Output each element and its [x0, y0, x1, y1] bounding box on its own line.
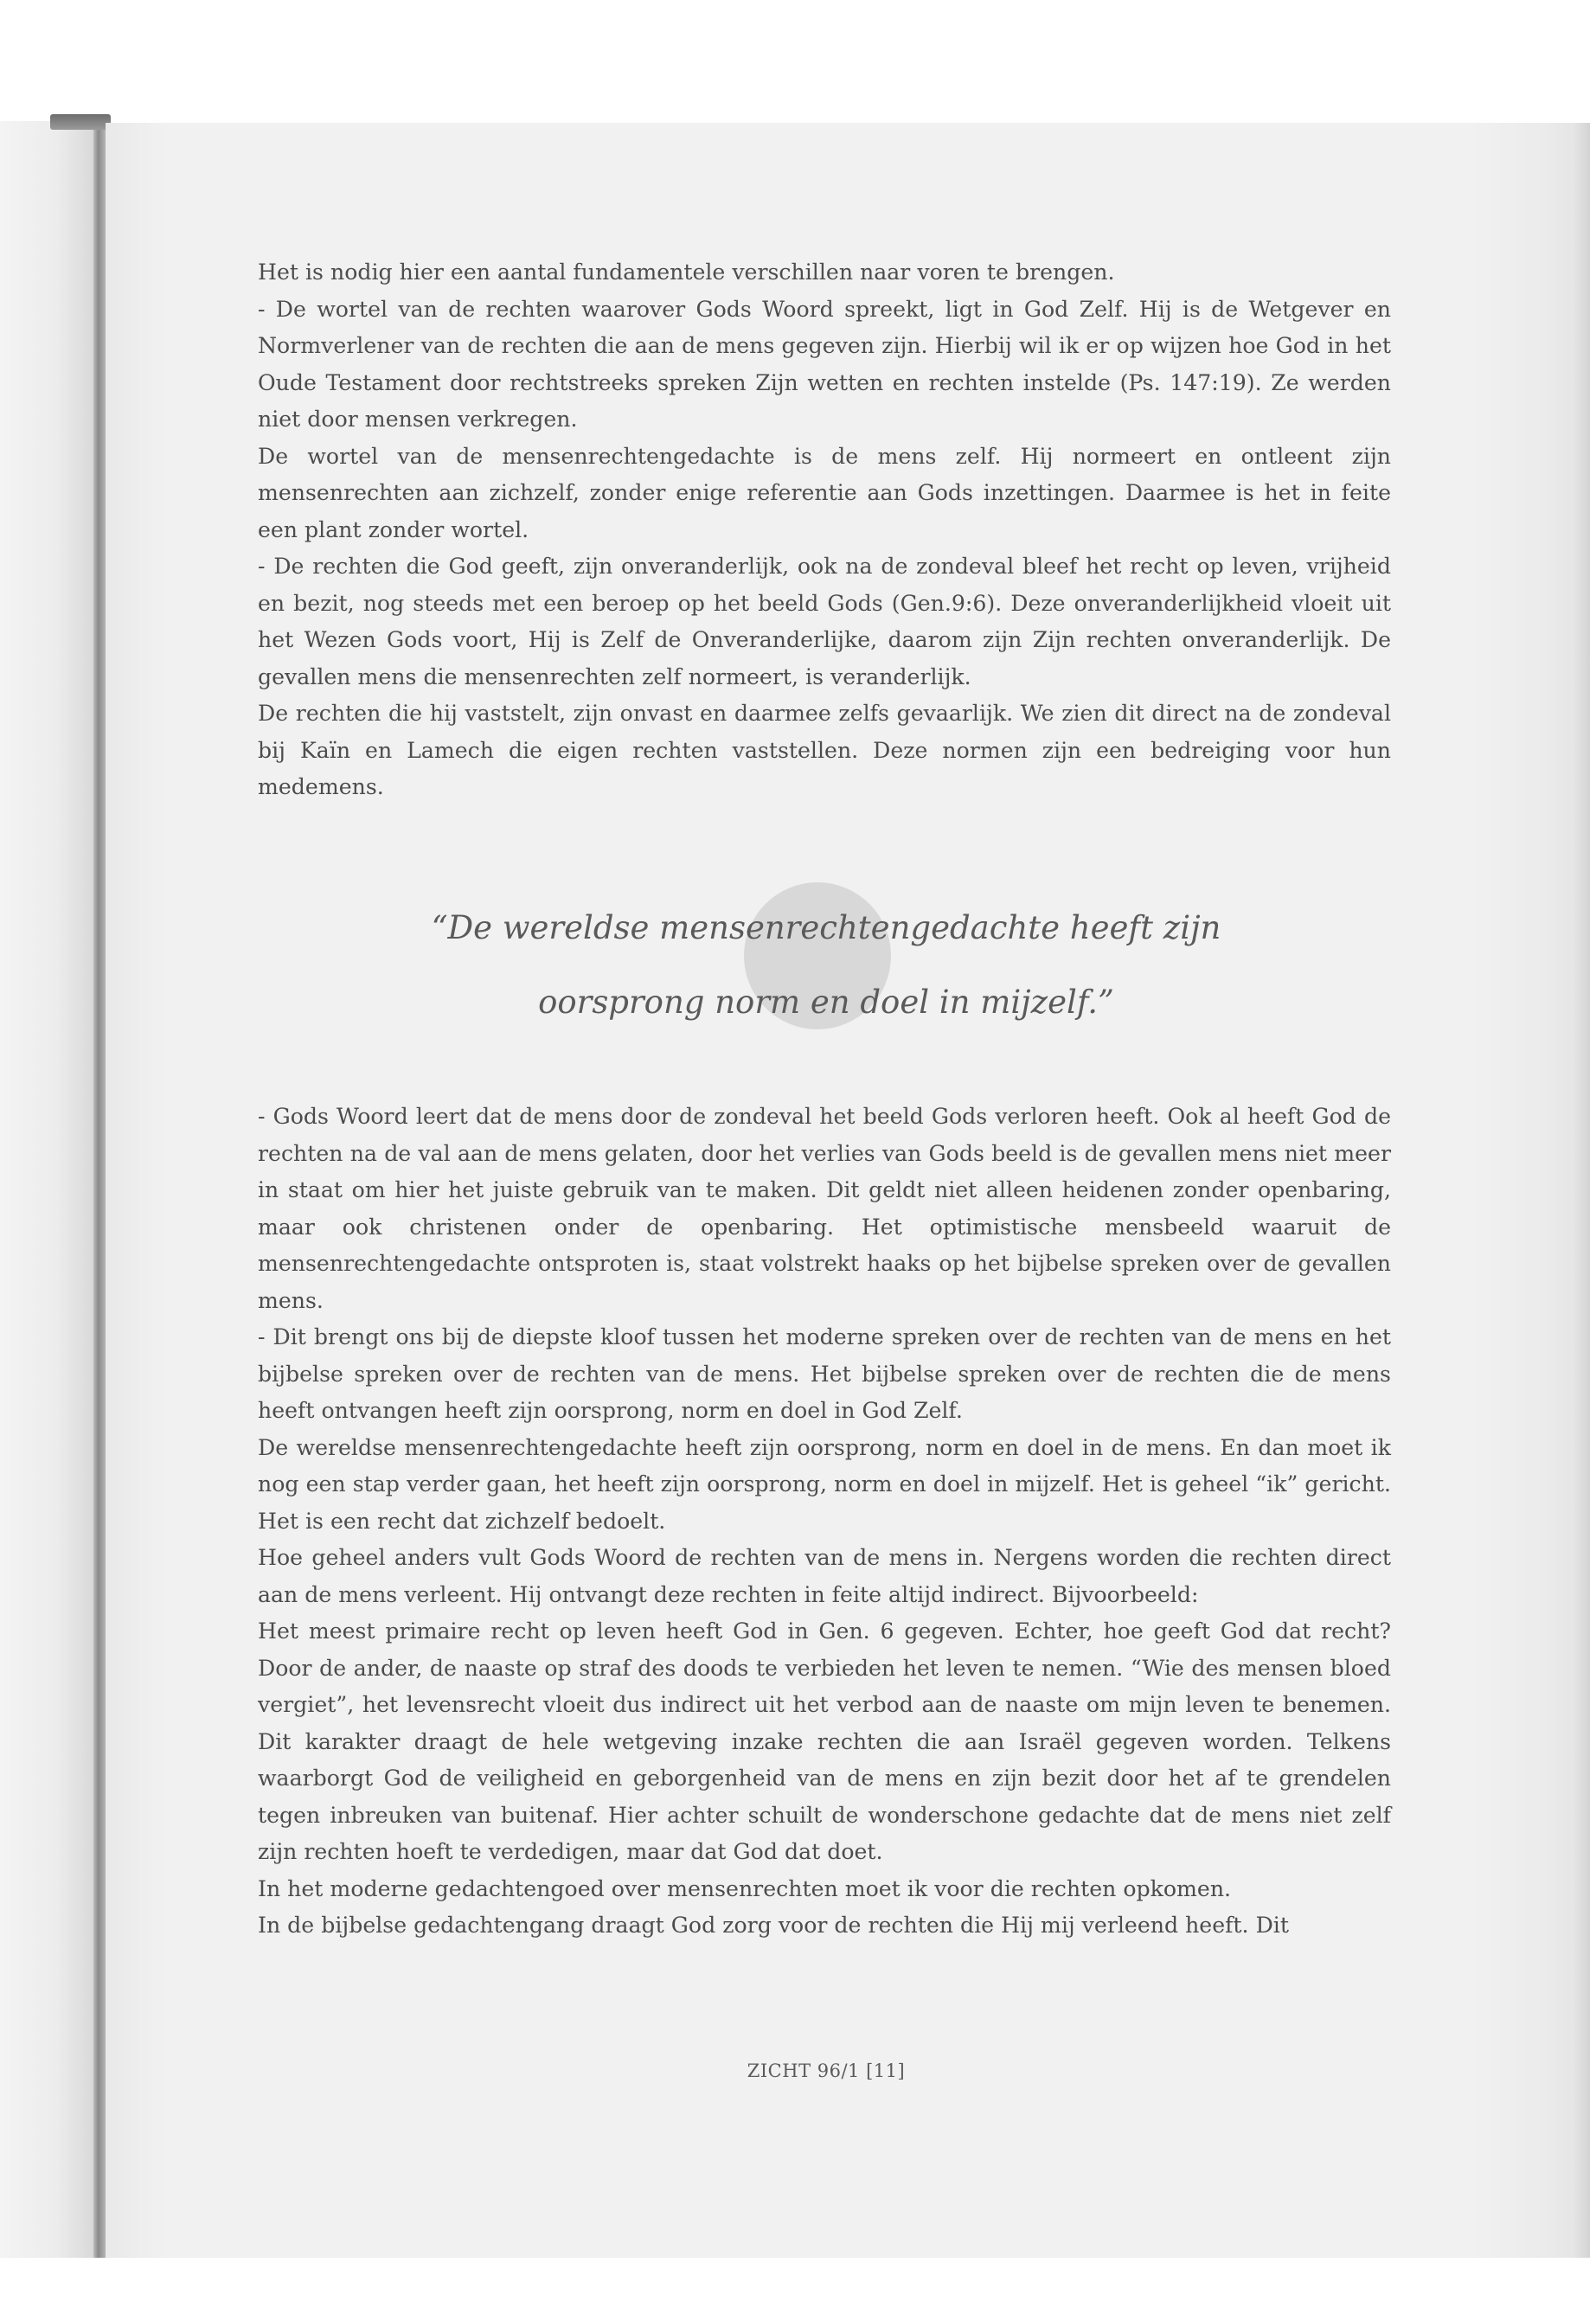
pull-quote-line: “De wereldse mensenrechtengedachte heeft zijn [431, 909, 1221, 946]
paragraph: De rechten die hij vaststelt, zijn onvast en daarmee zelfs gevaarlijk. We zien dit direct na de zondeval bij Kaïn en Lamech die eigen rechten vaststellen. Deze normen zijn een bedreiging voor hun medemens. [258, 701, 1391, 799]
book-spine [0, 121, 104, 2258]
paragraph: In het moderne gedachtengoed over mensenrechten moet ik voor die rechten opkomen. [258, 1875, 1232, 1901]
paragraph: De wortel van de mensenrechtengedachte is de mens zelf. Hij normeert en ontleent zijn mensenrechten aan zichzelf, zonder enige referentie aan Gods inzettingen. Daarmee is het in feite een plant zonder wortel. [258, 443, 1391, 542]
spine-clip [50, 114, 111, 130]
pull-quote-line: oorsprong norm en doel in mijzelf.” [538, 984, 1114, 1021]
paragraph: - De wortel van de rechten waarover Gods Woord spreekt, ligt in God Zelf. Hij is de Wetgever en Normverlener van de rechten die aan de mens gegeven zijn. Hierbij wil ik er op wijzen hoe God in het Oude Testament door rechtstreeks spreken Zijn wetten en rechten instelde (Ps. 147:19). Ze werden niet door mensen verkregen. [258, 296, 1391, 432]
paragraph: - Dit brengt ons bij de diepste kloof tussen het moderne spreken over de rechten van de mens en het bijbelse spreken over de rechten van de mens. Het bijbelse spreken over de rechten die de mens heeft ontvangen heeft zijn oorsprong, norm en doel in God Zelf. [258, 1324, 1391, 1423]
paragraph: Het is nodig hier een aantal fundamentele verschillen naar voren te brengen. [258, 260, 1115, 285]
spine-binding-edge [93, 121, 106, 2258]
page-edge [1573, 123, 1590, 2258]
paragraph: Hoe geheel anders vult Gods Woord de rechten van de mens in. Nergens worden die rechten direct aan de mens verleent. Hij ontvangt deze rechten in feite altijd indirect. Bijvoorbeeld: [258, 1545, 1391, 1607]
paragraph: De wereldse mensenrechtengedachte heeft zijn oorsprong, norm en doel in de mens. En dan moet ik nog een stap verder gaan, het heeft zijn oorsprong, norm en doel in mijzelf. Het is geheel “ik” gericht. Het is een recht dat zichzelf bedoelt. [258, 1434, 1391, 1534]
page-footer: ZICHT 96/1 [11] [747, 2061, 906, 2081]
paragraph: In de bijbelse gedachtengang draagt God zorg voor de rechten die Hij mij verleend heeft. Dit [258, 1913, 1289, 1938]
paragraph: - De rechten die God geeft, zijn onveranderlijk, ook na de zondeval bleef het recht op leven, vrijheid en bezit, nog steeds met een beroep op het beeld Gods (Gen.9:6). Deze onveranderlijkheid vloeit uit het Wezen Gods voort, Hij is Zelf de Onveranderlijke, daarom zijn Zijn rechten onveranderlijk. De gevallen mens die mensenrechten zelf normeert, is veranderlijk. [258, 554, 1391, 689]
body-text-top [258, 254, 1391, 806]
pull-quote [260, 891, 1393, 1040]
paragraph: Het meest primaire recht op leven heeft God in Gen. 6 gegeven. Echter, hoe geeft God dat recht? Door de ander, de naaste op straf des doods te verbieden het leven te nemen. “Wie des mensen bloed vergiet”, het levensrecht vloeit dus indirect uit het verbod aan de naaste om mijn leven te benemen. Dit karakter draagt de hele wetgeving inzake rechten die aan Israël gegeven worden. Telkens waarborgt God de veiligheid en geborgenheid van de mens en zijn bezit door het af te grendelen tegen inbreuken van buitenaf. Hier achter schuilt de wonderschone gedachte dat de mens niet zelf zijn rechten hoeft te verdedigen, maar dat God dat doet. [258, 1618, 1391, 1864]
paragraph: - Gods Woord leert dat de mens door de zondeval het beeld Gods verloren heeft. Ook al heeft God de rechten na de val aan de mens gelaten, door het verlies van Gods beeld is de gevallen mens niet meer in staat om hier het juiste gebruik van te maken. Dit geldt niet alleen heidenen zonder openbaring, maar ook christenen onder de openbaring. Het optimistische mensbeeld waaruit de mensenrechtengedachte ontsproten is, staat volstrekt haaks op het bijbelse spreken over de gevallen mens. [258, 1104, 1391, 1313]
body-text-bottom [258, 1099, 1391, 1945]
